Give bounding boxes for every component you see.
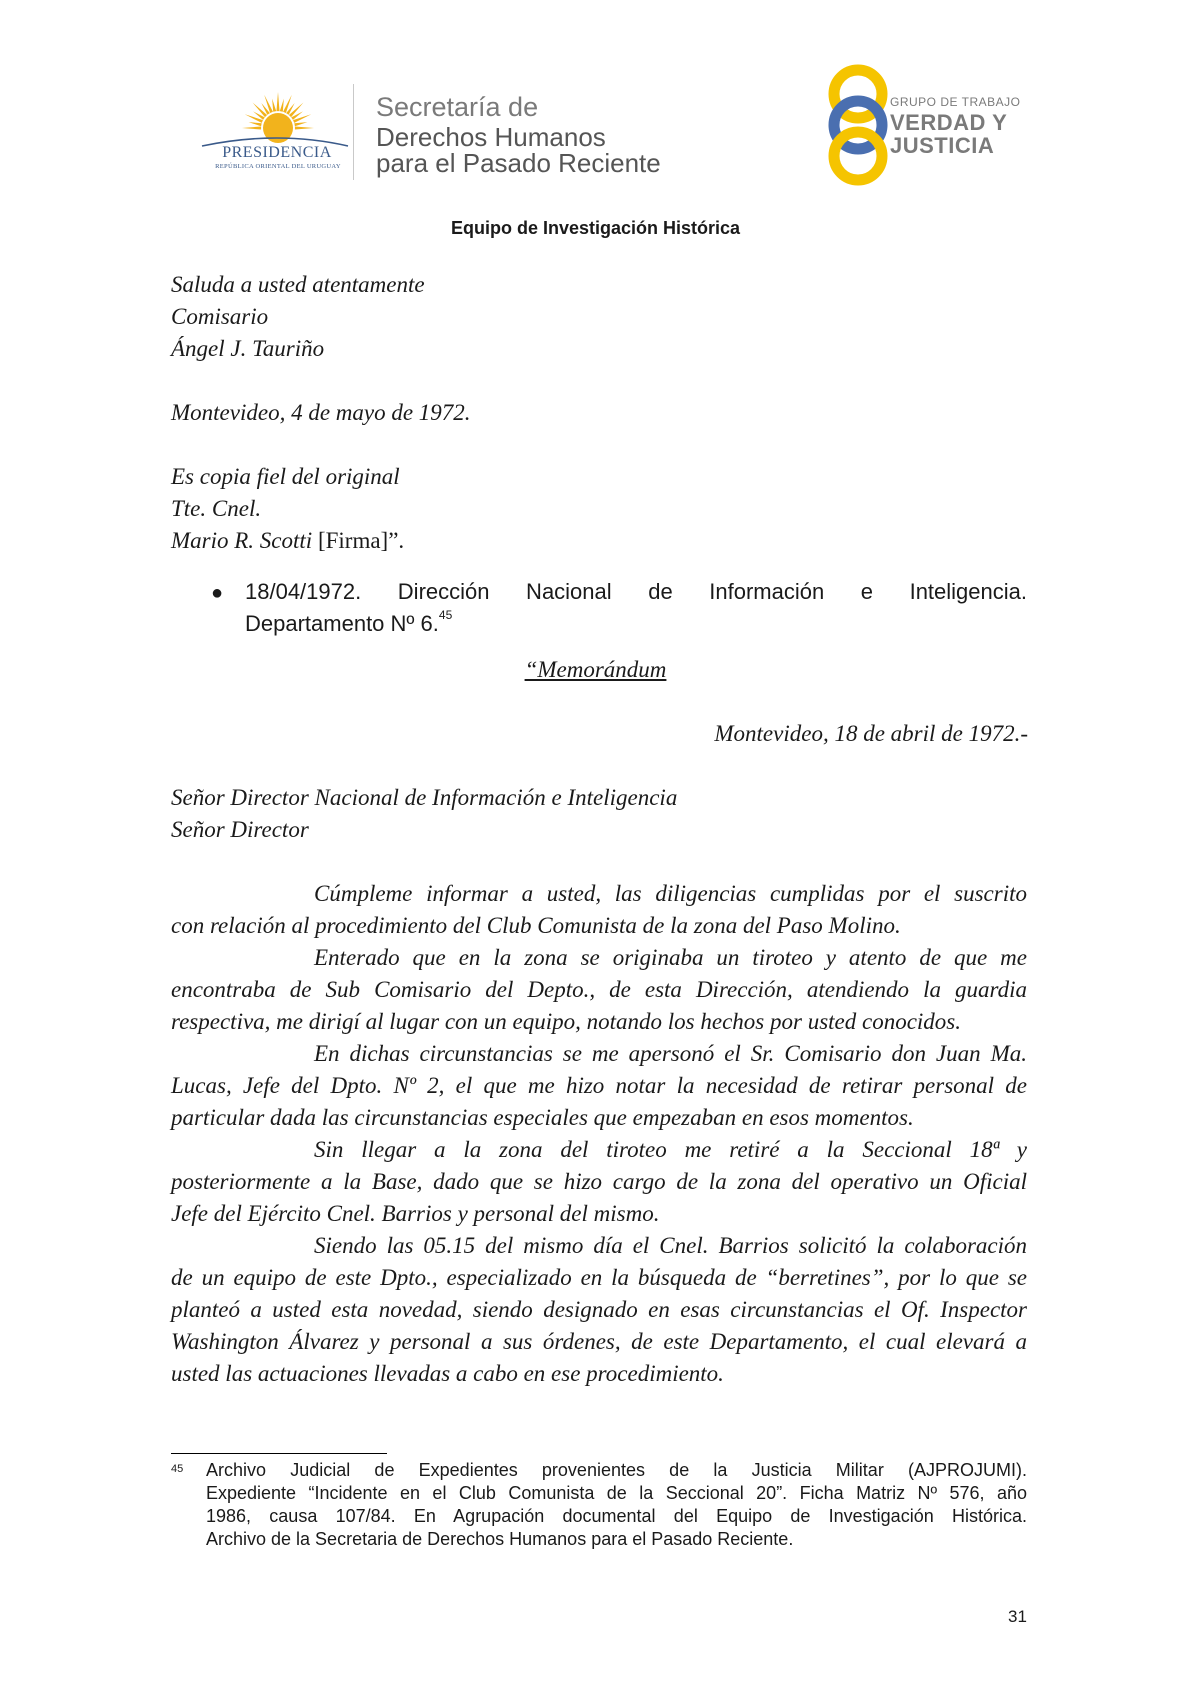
memo-p5-line1: Siendo las 05.15 del mismo día el Cnel. Barrios solicitó la colaboración (314, 1233, 1027, 1258)
letter-date: Montevideo, 4 de mayo de 1972. (171, 400, 471, 425)
bullet-line2 (245, 608, 453, 637)
memo-p2-line1: Enterado que en la zona se originaba un tiroteo y atento de que me (314, 945, 1027, 970)
footnote-line4: Archivo de la Secretaria de Derechos Humanos para el Pasado Reciente. (206, 1529, 794, 1549)
bullet-line1: 18/04/1972. Dirección Nacional de Información e Inteligencia. (245, 579, 1027, 604)
footnote-ref: 45 (438, 608, 453, 622)
sun-ray (272, 99, 276, 112)
memo-salutation: Señor Director (171, 817, 309, 842)
signature-marker: [Firma]”. (312, 528, 405, 553)
memo-p3-line3: particular dada las circunstancias especiales que empezaban en esos momentos. (171, 1105, 914, 1130)
copy-note: Es copia fiel del original (171, 464, 400, 489)
footnote-separator (171, 1453, 387, 1454)
memo-date: Montevideo, 18 de abril de 1972.- (714, 721, 1028, 746)
sun-ray (295, 126, 314, 129)
closing-line: Saluda a usted atentamente (171, 272, 425, 297)
memo-title: “Memorándum (524, 657, 667, 682)
sun-ray (276, 92, 279, 111)
footnote-number: 45 (171, 1463, 184, 1475)
memo-p5-line5: usted las actuaciones llevadas a cabo en ese procedimiento. (171, 1361, 724, 1386)
memo-p1-line2: con relación al procedimiento del Club Comunista de la zona del Paso Molino. (171, 913, 901, 938)
verdad-label: VERDAD Y (890, 110, 1008, 135)
sun-ray (242, 126, 261, 129)
justicia-label: JUSTICIA (890, 133, 995, 158)
memo-p4-line1: Sin llegar a la zona del tiroteo me retiré a la Seccional 18ª y (314, 1137, 1027, 1162)
memo-p5-line4: Washington Álvarez y personal a sus órdenes, de este Departamento, el cual elevará a (171, 1329, 1027, 1354)
copy-rank: Tte. Cnel. (171, 496, 262, 521)
memo-p2-line2: encontraba de Sub Comisario del Depto., de esta Dirección, atendiendo la guardia (171, 977, 1027, 1002)
copy-signer-name: Mario R. Scotti (171, 528, 313, 553)
bullet-dept: Departamento Nº 6. (245, 611, 439, 636)
page-number: 31 (1008, 1607, 1027, 1626)
header-divider (353, 84, 354, 180)
sun-ray (294, 122, 307, 126)
secretaria-title-line1: Secretaría de (376, 92, 539, 122)
memo-p5-line2: de un equipo de este Dpto., especializado en la búsqueda de “berretines”, por lo que se (171, 1265, 1027, 1290)
sun-ray (249, 122, 262, 126)
copy-signature-line (171, 528, 404, 554)
signatory-name: Ángel J. Tauriño (171, 336, 325, 361)
memo-p3-line1: En dichas circunstancias se me apersonó el Sr. Comisario don Juan Ma. (314, 1041, 1027, 1066)
memo-p5-line3: planteó a usted esta novedad, siendo designado en esas circunstancias el Of. Inspector (171, 1297, 1027, 1322)
team-title: Equipo de Investigación Histórica (450, 218, 741, 238)
republica-label: REPÚBLICA ORIENTAL DEL URUGUAY (215, 163, 341, 170)
footnote-line3: 1986, causa 107/84. En Agrupación documental del Equipo de Investigación Histórica. (206, 1506, 1027, 1526)
memo-p3-line2: Lucas, Jefe del Dpto. Nº 2, el que me hizo notar la necesidad de retirar personal de (171, 1073, 1027, 1098)
footnote-line1: Archivo Judicial de Expedientes provenientes de la Justicia Militar (AJPROJUMI). (206, 1460, 1027, 1480)
memo-p1-line1: Cúmpleme informar a usted, las diligencias cumplidas por el suscrito (314, 881, 1027, 906)
memo-p4-line3: Jefe del Ejército Cnel. Barrios y personal del mismo. (171, 1201, 660, 1226)
footnote-line2: Expediente “Incidente en el Club Comunista de la Seccional 20”. Ficha Matriz Nº 576, año (206, 1483, 1027, 1503)
bullet-marker: ● (211, 582, 224, 604)
memo-p4-line2: posteriormente a la Base, dado que se hizo cargo de la zona del operativo un Oficial (171, 1169, 1027, 1194)
sun-ray (280, 99, 284, 112)
memo-p2-line3: respectiva, me dirigí al lugar con un equipo, notando los hechos por usted conocidos. (171, 1009, 961, 1034)
signatory-rank: Comisario (171, 304, 269, 329)
secretaria-title-line2: Derechos Humanos (376, 122, 606, 152)
memo-addressee: Señor Director Nacional de Información e Inteligencia (171, 785, 678, 810)
grupo-trabajo-label: GRUPO DE TRABAJO (890, 95, 1021, 109)
secretaria-title-line3: para el Pasado Reciente (376, 148, 661, 178)
presidencia-label: PRESIDENCIA (222, 144, 332, 161)
